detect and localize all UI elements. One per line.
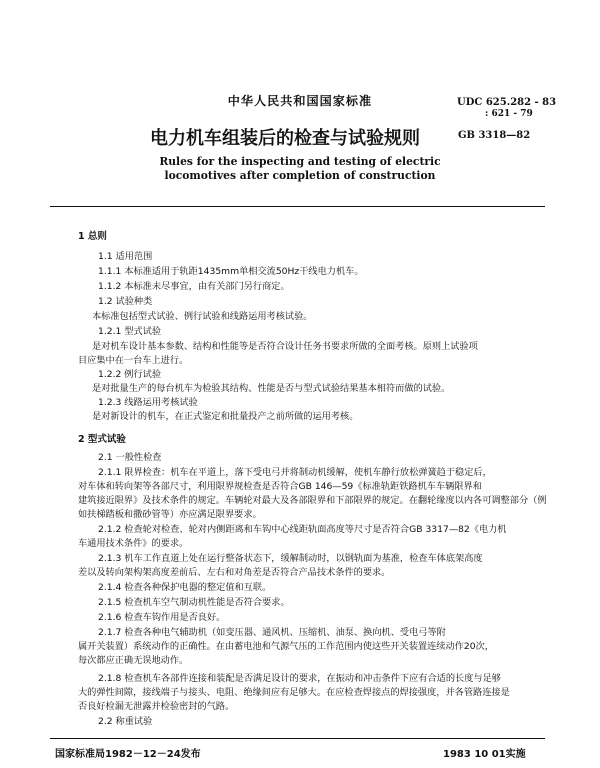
implementation-date: 1983 10 01实施 [443, 749, 526, 760]
top-divider [50, 206, 545, 207]
clause-line: 1.1.1 本标准适用于轨距1435mm单相交流50Hz干线电力机车。 [98, 266, 364, 277]
clause-heading: 1.2.2 例行试验 [98, 369, 162, 380]
clause-heading: 1.2.1 型式试验 [98, 326, 162, 337]
document-title: 电力机车组装后的检查与试验规则 [150, 128, 420, 149]
body-paragraph-line: 目应集中在一台车上进行。 [78, 355, 189, 366]
clause-line: 2.1.2 检查轮对检查、轮对内侧距离和车钩中心线距轨面高度等尺寸是否符合GB 3317—82《电力机 [98, 524, 507, 535]
clause-line: 2.1.1 限界检查：机车在平道上，落下受电弓并将制动机缓解，使机车静行放松弹簧趋于稳定后， [98, 467, 492, 478]
body-paragraph-line: 属开关装置）系统动作的正确性。在由蓄电池和气源气压的工作范围内使这些开关装置连续动作20次， [78, 641, 494, 652]
body-paragraph-line: 是对机车设计基本参数、结构和性能等是否符合设计任务书要求所做的全面考核。原则上试验项 [92, 341, 478, 352]
body-paragraph-line: 如扶梯踏板和撒砂管等）亦应满足限界要求。 [78, 509, 262, 520]
subsection-heading: 2.2 称重试验 [98, 716, 153, 727]
section-heading: 1 总则 [78, 231, 107, 242]
udc-code: UDC 625.282 - 83 [457, 97, 557, 108]
issue-date: 国家标准局1982－12－24发布 [55, 749, 201, 760]
subsection-heading: 1.1 适用范围 [98, 251, 153, 262]
body-paragraph-line: 每次都应正确无误地动作。 [78, 655, 189, 666]
clause-line: 2.1.6 检查车钩作用是否良好。 [98, 612, 226, 623]
section-heading: 2 型式试验 [78, 434, 126, 445]
body-paragraph-line: 差以及转向架构架高度差前后、左右和对角差是否符合产品技术条件的要求。 [78, 567, 391, 578]
subsection-heading: 2.1 一般性检查 [98, 452, 162, 463]
clause-line: 2.1.3 机车工作直道上处在运行整备状态下，缓解制动时，以钢轨面为基准，检查车体底架高度 [98, 553, 483, 564]
english-title-line-2: locomotives after completion of construction [164, 169, 436, 182]
body-paragraph-line: 是对批量生产的每台机车为检验其结构、性能是否与型式试验结果基本相符而做的试验。 [92, 383, 451, 394]
body-paragraph-line: 建筑接近限界》及技术条件的规定。车辆轮对最大及各部限界和下部限界的规定。在翻轮缘度以内各可调整部分（例 [78, 495, 547, 506]
english-title-line-1: Rules for the inspecting and testing of electric [159, 155, 441, 168]
body-paragraph-line: 否良好检漏无泄露并检验密封的气路。 [78, 701, 235, 712]
gb-number: GB 3318—82 [458, 130, 531, 141]
standard-title: 中华人民共和国国家标准 [227, 94, 373, 108]
udc-code-continued: : 621 - 79 [485, 109, 533, 119]
bottom-divider [50, 738, 545, 739]
body-paragraph-line: 车通用技术条件》的要求。 [78, 538, 189, 549]
clause-line: 2.1.5 检查机车空气制动机性能是否符合要求。 [98, 597, 290, 608]
clause-line: 2.1.7 检查各种电气辅助机（如变压器、通风机、压缩机、油泵、换向机、受电弓等附 [98, 627, 446, 638]
body-paragraph-line: 本标准包括型式试验、例行试验和线路运用考核试验。 [92, 311, 313, 322]
subsection-heading: 1.2 试验种类 [98, 296, 153, 307]
clause-line: 2.1.4 检查各种保护电器的整定值和互联。 [98, 582, 272, 593]
clause-line: 1.1.2 本标准未尽事宜，由有关部门另行商定。 [98, 281, 290, 292]
body-paragraph-line: 大的弹性间隙，接线端子与接头、电阻、绝缘间应有足够大。在应检查焊接点的焊接强度，并各管路连接是 [78, 687, 510, 698]
body-paragraph-line: 是对新设计的机车，在正式鉴定和批量投产之前所做的运用考核。 [92, 411, 359, 422]
clause-line: 2.1.8 检查机车各部件连接和装配是否满足设计的要求，在振动和冲击条件下应有合适的长度与足够 [98, 673, 501, 684]
clause-heading: 1.2.3 线路运用考核试验 [98, 397, 198, 408]
body-paragraph-line: 对车体和转向架等各部尺寸，利用限界规检查是否符合GB 146—59《标准轨距铁路机车车辆限界和 [78, 481, 482, 492]
